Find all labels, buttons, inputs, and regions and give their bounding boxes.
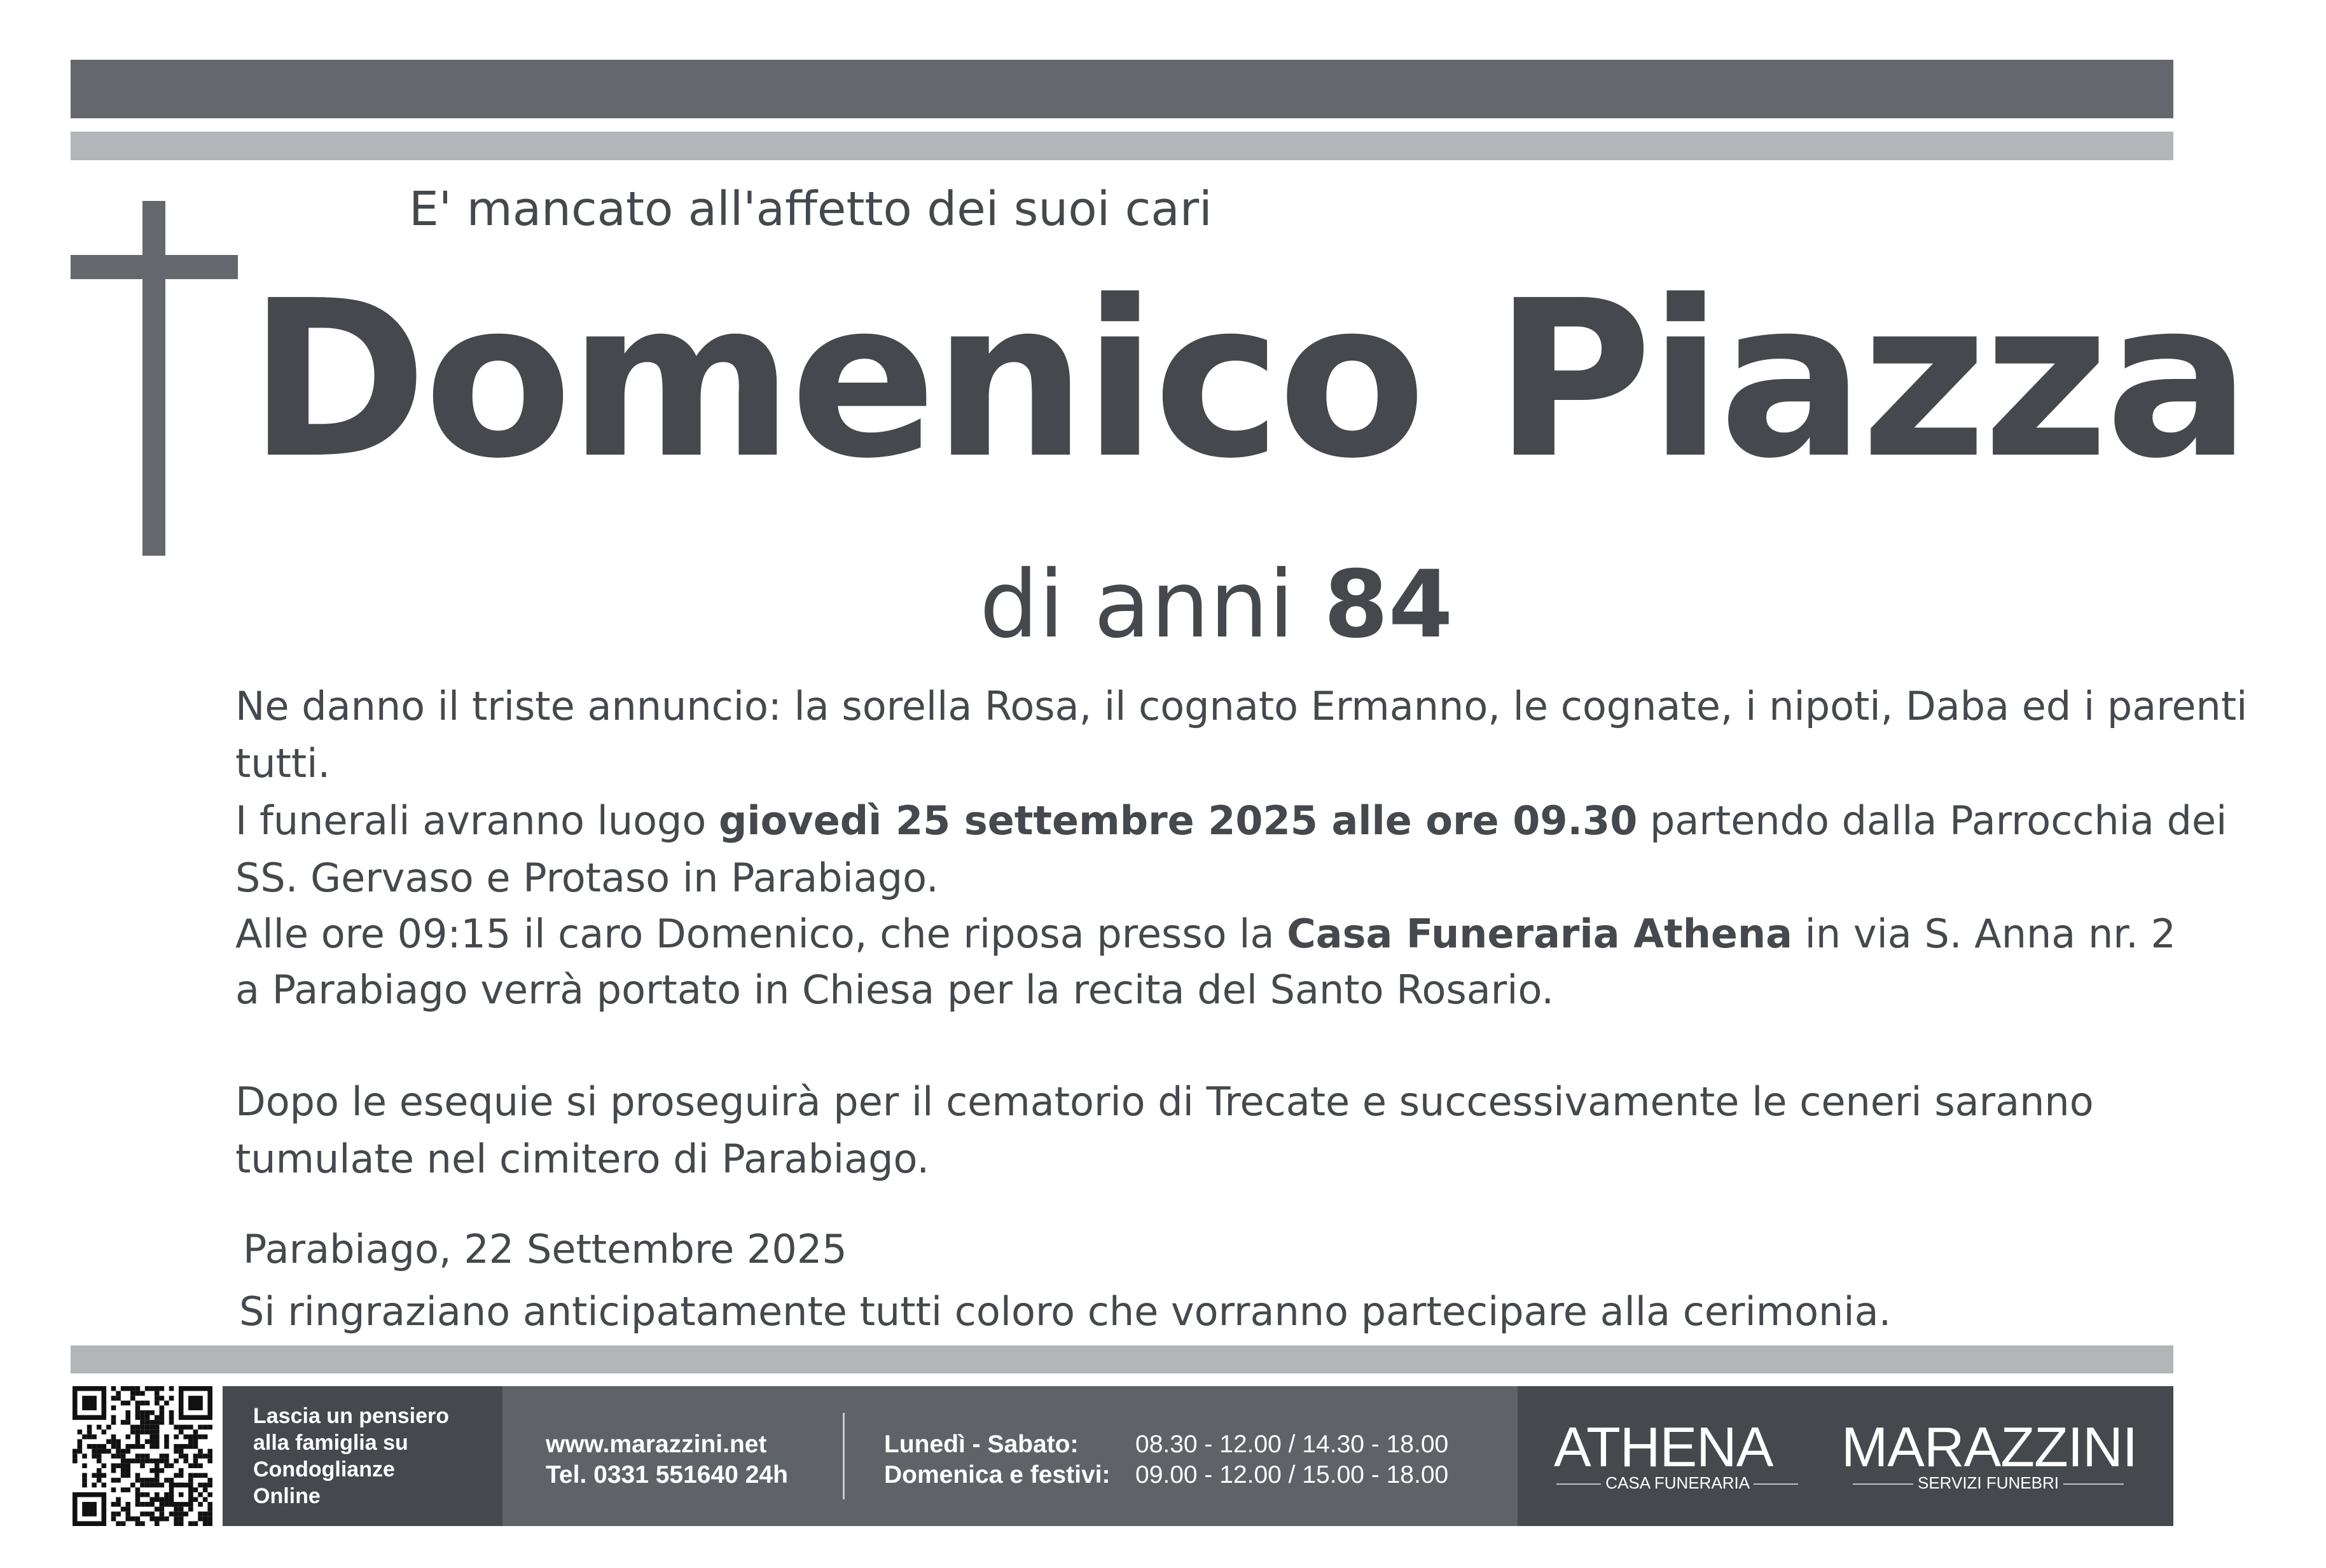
announcement-bold-segment: Casa Funeraria Athena (1287, 911, 1792, 957)
condolence-label (253, 1403, 449, 1510)
condolence-label-line: Lascia un pensiero (253, 1404, 449, 1428)
paragraph2-line-2: tumulate nel cimitero di Parabiago. (235, 1136, 930, 1182)
thanks-text: Si ringraziano anticipatamente tutti coloro che vorranno partecipare alla cerimonia. (239, 1288, 1892, 1335)
qr-code-icon (71, 1386, 214, 1526)
athena-subtitle-text: CASA FUNERARIA (1605, 1473, 1749, 1492)
announcement-segment: a Parabiago verrà portato in Chiesa per la recita del Santo Rosario. (235, 966, 1554, 1013)
announcement-segment: SS. Gervaso e Protaso in Parabiago. (235, 855, 939, 901)
athena-logo: ATHENA (1554, 1415, 1773, 1478)
phone-number: Tel. 0331 551640 24h (546, 1461, 788, 1489)
footer-divider (843, 1413, 845, 1499)
intro-text: E' mancato all'affetto dei suoi cari (409, 182, 1212, 237)
paragraph2-line-1: Dopo le esequie si proseguirà per il cematorio di Trecate e successivamente le ceneri saranno (235, 1078, 2094, 1125)
announcement-line (235, 678, 2247, 735)
athena-subtitle (1554, 1473, 1801, 1492)
athena-rule-left (1556, 1483, 1601, 1485)
condolence-label-line: alla famiglia su (253, 1431, 408, 1455)
marazzini-logo: MARAZZINI (1841, 1415, 2138, 1478)
announcement-segment: I funerali avranno luogo (235, 797, 719, 844)
age-prefix: di anni (980, 551, 1324, 659)
qr-code[interactable] (71, 1386, 214, 1526)
announcement-segment: in via S. Anna nr. 2 (1792, 911, 2176, 957)
marazzini-subtitle (1841, 1473, 2135, 1492)
cross-horizontal (71, 255, 238, 279)
place-date: Parabiago, 22 Settembre 2025 (243, 1226, 847, 1272)
announcement-line (235, 961, 1554, 1019)
condolence-label-line: Online (253, 1484, 321, 1508)
announcement-segment: partendo dalla Parrocchia dei (1637, 797, 2227, 844)
announcement-line (235, 735, 330, 792)
hours-days-weekday: Lunedì - Sabato: (884, 1431, 1079, 1458)
announcement-line (235, 849, 939, 907)
top-light-bar (71, 132, 2173, 160)
hours-time-holiday: 09.00 - 12.00 / 15.00 - 18.00 (1135, 1461, 1449, 1489)
website-link[interactable]: www.marazzini.net (546, 1431, 767, 1458)
bottom-light-bar (71, 1345, 2173, 1373)
age-line (980, 551, 1453, 659)
deceased-name: Domenico Piazza (248, 254, 2248, 506)
announcement-segment: tutti. (235, 740, 331, 787)
hours-days-holiday: Domenica e festivi: (884, 1461, 1111, 1489)
marazzini-rule-right (2063, 1483, 2124, 1485)
hours-time-weekday: 08.30 - 12.00 / 14.30 - 18.00 (1135, 1431, 1449, 1458)
age-value: 84 (1324, 551, 1453, 659)
cross-vertical (142, 201, 165, 556)
announcement-bold-segment: giovedì 25 settembre 2025 alle ore 09.30 (719, 797, 1638, 844)
condolence-label-line: Condoglianze (253, 1457, 395, 1482)
announcement-segment: Ne danno il triste annuncio: la sorella Rosa, il cognato Ermanno, le cognate, i nipoti, Daba ed i parenti (235, 683, 2248, 729)
marazzini-rule-left (1853, 1483, 1913, 1485)
announcement-segment: Alle ore 09:15 il caro Domenico, che riposa presso la (235, 911, 1287, 957)
announcement-line (235, 792, 2227, 849)
announcement-line (235, 905, 2176, 963)
athena-rule-right (1754, 1483, 1798, 1485)
marazzini-subtitle-text: SERVIZI FUNEBRI (1917, 1473, 2059, 1492)
top-dark-bar (71, 60, 2173, 118)
